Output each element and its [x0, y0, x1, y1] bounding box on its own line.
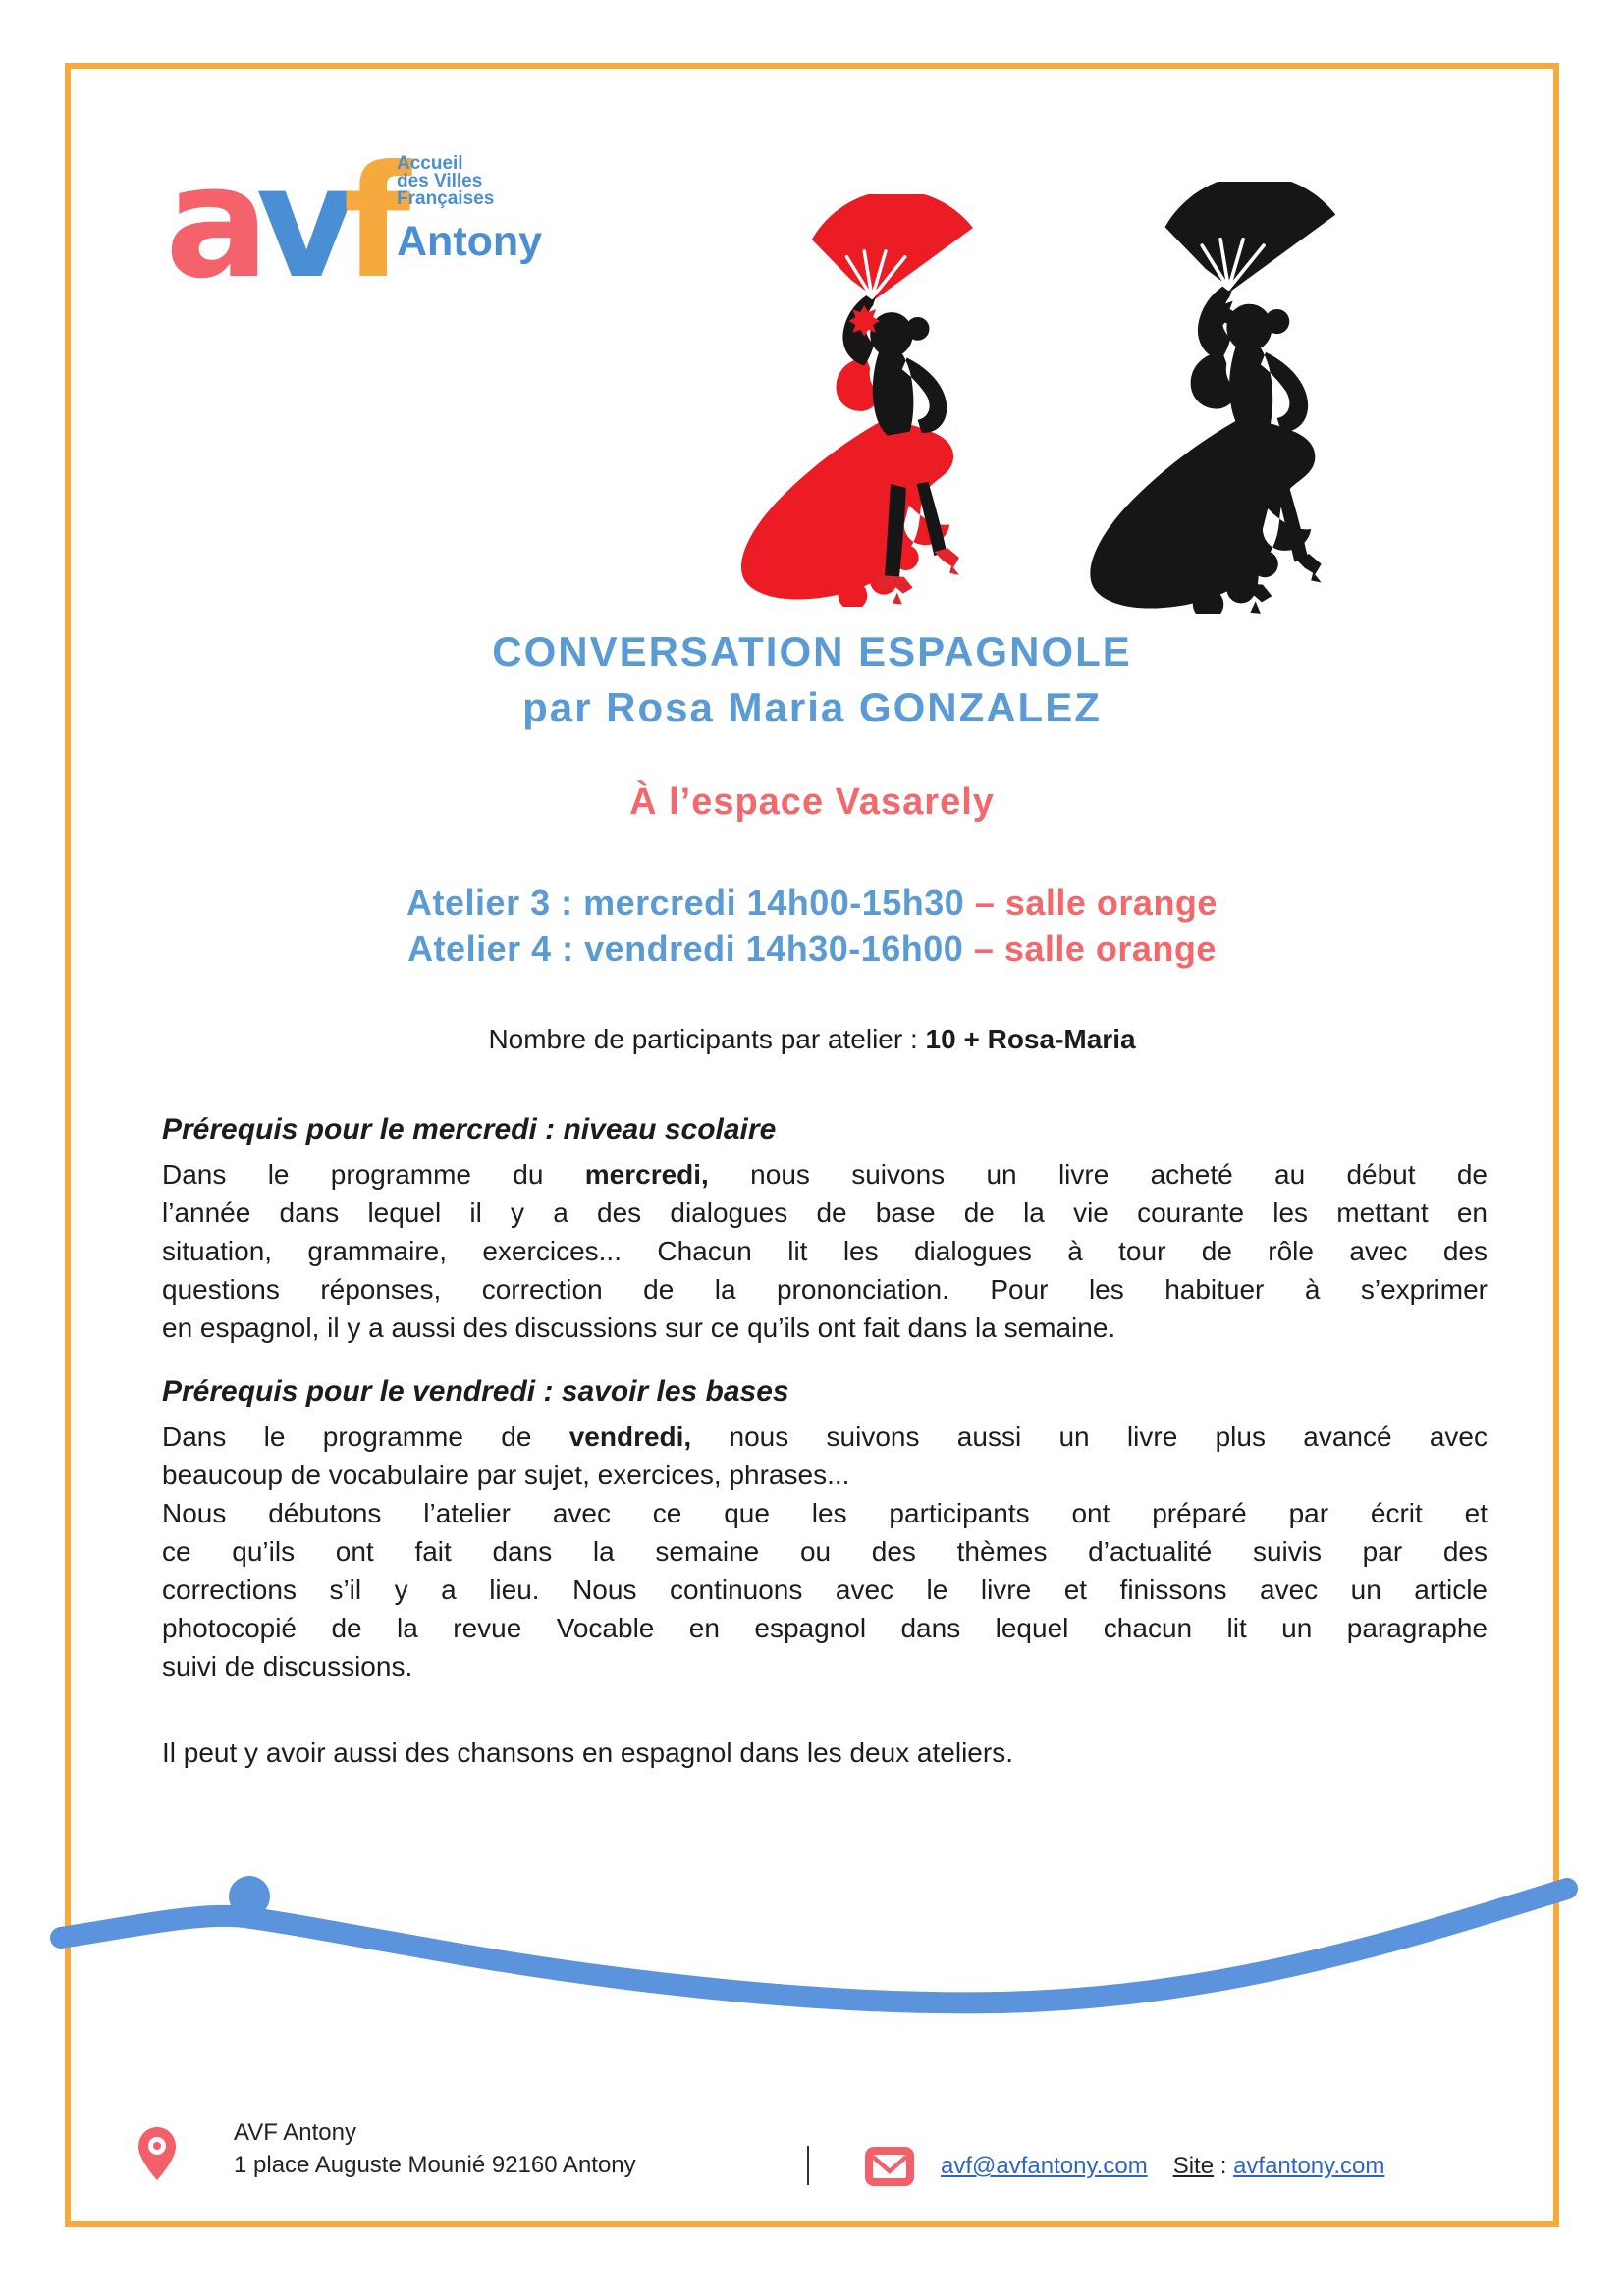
- wave-decoration: [0, 1845, 1624, 2081]
- schedule-time: Atelier 3 : mercredi 14h00-15h30: [406, 882, 975, 923]
- text-run: Dans le programme du: [162, 1159, 585, 1190]
- site-link[interactable]: avfantony.com: [1233, 2153, 1385, 2179]
- avf-logo-letter-f: f: [343, 133, 398, 313]
- tagline-line: des Villes: [397, 171, 483, 191]
- paragraph-line: [162, 1155, 1488, 1194]
- participants-label: Nombre de participants par atelier :: [488, 1024, 926, 1054]
- venue-line: À l’espace Vasarely: [629, 781, 995, 823]
- paragraph-line: l’année dans lequel il y a des dialogues de base de la vie courante les mettant en: [162, 1198, 1488, 1228]
- wave-ball: [229, 1876, 270, 1917]
- section-mercredi: [162, 1112, 1488, 1347]
- paragraph-line: suivi de discussions.: [162, 1651, 413, 1682]
- paragraph-line: corrections s’il y a lieu. Nous continuons avec le livre et finissons avec un article: [162, 1575, 1488, 1605]
- avf-logo: [165, 133, 398, 313]
- avf-logo-letter-v: v: [255, 133, 344, 313]
- participants-line: [65, 1024, 1559, 1055]
- paragraph-line: ce qu’ils ont fait dans la semaine ou des thèmes d’actualité suivis par des: [162, 1536, 1488, 1567]
- avf-logo-letter-a: a: [165, 133, 256, 313]
- paragraph-line: beaucoup de vocabulaire par sujet, exercices, phrases...: [162, 1460, 850, 1490]
- paragraph-line: Nous débutons l’atelier avec ce que les participants ont préparé par écrit et: [162, 1498, 1488, 1528]
- paragraph-line: questions réponses, correction de la prononciation. Pour les habituer à s’exprimer: [162, 1274, 1488, 1305]
- email-link[interactable]: avf@avfantony.com: [941, 2153, 1148, 2179]
- title-line-2: par Rosa Maria GONZALEZ: [522, 684, 1102, 730]
- closing-line: Il peut y avoir aussi des chansons en espagnol dans les deux ateliers.: [162, 1737, 1013, 1768]
- flamenco-dancer-red-illustration: [719, 194, 1049, 607]
- title-line-1: CONVERSATION ESPAGNOLE: [492, 628, 1132, 674]
- schedule-room: – salle orange: [973, 929, 1217, 969]
- site-label: Site: [1172, 2153, 1215, 2179]
- section-heading: Prérequis pour le vendredi : savoir les bases: [162, 1375, 789, 1408]
- participants-value: 10 + Rosa-Maria: [925, 1024, 1136, 1054]
- tagline-line: Françaises: [397, 188, 495, 209]
- schedule-room: – salle orange: [974, 882, 1218, 923]
- main-title: [65, 628, 1559, 731]
- paragraph-line: en espagnol, il y a aussi des discussions sur ce qu’ils ont fait dans la semaine.: [162, 1312, 1116, 1343]
- schedule-line-atelier-4: [65, 926, 1559, 972]
- footer-contact-block: [864, 2146, 1384, 2187]
- text-run: nous suivons aussi un livre plus avancé avec: [691, 1421, 1488, 1452]
- body-sections: [162, 1112, 1488, 1685]
- footer-divider: [807, 2146, 809, 2185]
- text-run: Dans le programme de: [162, 1421, 569, 1452]
- schedule-block: [65, 880, 1559, 972]
- schedule-line-atelier-3: [65, 880, 1559, 926]
- section-vendredi: [162, 1374, 1488, 1685]
- tagline-line: Accueil: [397, 153, 463, 174]
- site-colon: :: [1214, 2153, 1234, 2179]
- schedule-time: Atelier 4 : vendredi 14h30-16h00: [407, 929, 974, 969]
- bold-word: vendredi,: [568, 1421, 692, 1452]
- paragraph-line: situation, grammaire, exercices... Chacun lit les dialogues à tour de rôle avec des: [162, 1236, 1488, 1266]
- footer-address: 1 place Auguste Mounié 92160 Antony: [234, 2152, 636, 2178]
- avf-logo-city: Antony: [397, 218, 543, 265]
- text-run: nous suivons un livre acheté au début de: [708, 1159, 1489, 1190]
- footer-org-name: AVF Antony: [234, 2119, 356, 2146]
- paragraph-line: [162, 1417, 1488, 1456]
- section-heading: Prérequis pour le mercredi : niveau scolaire: [162, 1113, 777, 1146]
- site-group: [1173, 2153, 1385, 2180]
- avf-logo-tagline: [397, 155, 494, 208]
- footer-address-block: [234, 2116, 636, 2181]
- location-pin-icon: [137, 2126, 177, 2181]
- paragraph-line: photocopié de la revue Vocable en espagnol dans lequel chacun lit un paragraphe: [162, 1613, 1488, 1643]
- bold-word: mercredi,: [584, 1159, 709, 1190]
- flamenco-dancer-black-illustration: [1066, 182, 1416, 614]
- email-icon: [864, 2146, 915, 2187]
